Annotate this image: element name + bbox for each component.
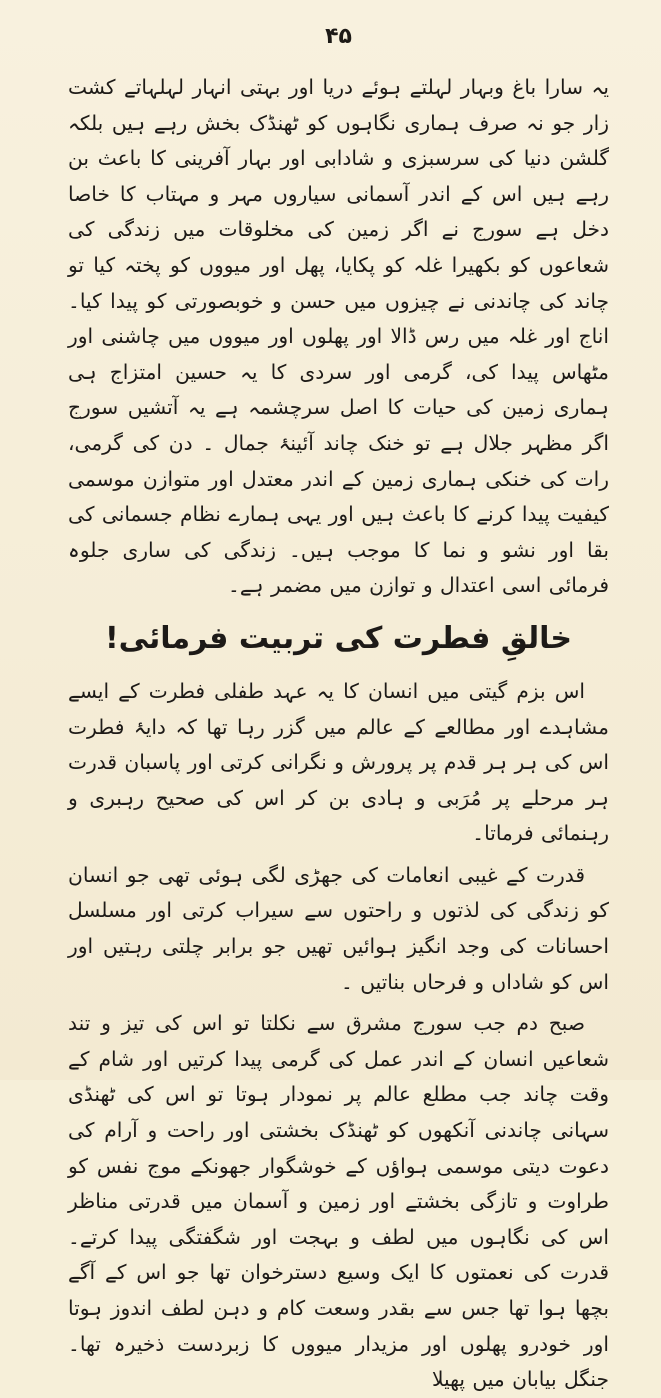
paragraph-morning: صبح دم جب سورج مشرق سے نکلتا تو اس کی تیز و تند شعاعیں انسان کے اندر عمل کی گرمی پیدا کرتیں اور شام کے وقت چاند جب مطلع عالم پر نمودار ہوتا تو اس کی ٹھنڈی سہانی چاندنی آنکھوں کو ٹھنڈک بخشتی اور راحت و آرام کی دعوت دیتی موسمی ہواؤں کے خوشگوار جھونکے موج نفس کو طراوت و تازگی بخشتے اور زمین و آسمان میں قدرتی مناظر اس کی نگاہوں میں لطف و بہجت اور شگفتگی پیدا کرتے۔ قدرت کی نعمتوں کا ایک وسیع دسترخوان تھا جو اس کے آگے بچھا ہوا تھا جس سے بقدر وسعت کام و دہن لطف اندوز ہوتا اور خودرو پھلوں اور مزیدار میووں کا زبردست ذخیرہ تھا۔ جنگل بیابان میں پھیلا — [68, 1011, 609, 1392]
paragraph-sun-moon: یہ سارا باغ وبہار لہلتے ہوئے دریا اور بہتی انہار لہلہاتے کشت زار جو نہ صرف ہماری نگاہوں کو ٹھنڈک بخش رہے ہیں بلکہ گلشن دنیا کی سرسبزی و شادابی اور بہار آفرینی کا باعث بن رہے ہیں اس کے اندر آسمانی سیاروں مہر و مہتاب کا خاصا دخل ہے سورج نے اگر زمین کی مخلوقات میں زندگی کی شعاعوں کو بکھیرا غلہ کو پکایا، پھل اور میووں کو پختہ کیا تو چاند کی چاندنی نے چیزوں میں حسن و خوبصورتی کو پیدا کیا۔ اناج اور غلہ میں رس ڈالا اور پھلوں اور میووں میں چاشنی اور مٹھاس پیدا کی، گرمی اور سردی کا یہ حسین امتزاج ہی ہماری زمین کی حیات کا اصل سرچشمہ ہے یہ آتشیں سورج اگر مظہر جلال ہے تو خنک چاند آئینۂ جمال ۔ دن کی گرمی، رات کی خنکی ہماری زمین کے اندر معتدل اور متوازن موسمی کیفیت پیدا کرنے کا باعث ہیں اور یہی ہمارے نظام جسمانی کی بقا اور نشو و نما کا موجب ہیں۔ زندگی کی ساری جلوہ فرمائی اسی اعتدال و توازن میں مضمر ہے۔ — [68, 75, 609, 598]
paragraph-childhood: اس بزم گیتی میں انسان کا یہ عہد طفلی فطرت کے ایسے مشاہدے اور مطالعے کے عالم میں گزر رہا تھا کہ دایۂ فطرت اس کی ہر ہر قدم پر پرورش و نگرانی کرتی اور پاسبان قدرت ہر مرحلے پر مُرَبی و ہادی بن کر اس کی صحیح رہبری و رہنمائی فرماتا۔ — [68, 678, 609, 846]
paragraph-blessings: قدرت کے غیبی انعامات کی جھڑی لگی ہوئی تھی جو انسان کو زندگی کی لذتوں و راحتوں سے سیراب کرتی اور مسلسل احسانات کی وجد انگیز ہوائیں تھیں جو برابر چلتی رہتیں اور اس کو شاداں و فرحاں بناتیں ۔ — [68, 862, 609, 994]
section-heading: خالقِ فطرت کی تربیت فرمائی! — [104, 620, 573, 656]
page-number: ۴۵ — [325, 24, 352, 49]
